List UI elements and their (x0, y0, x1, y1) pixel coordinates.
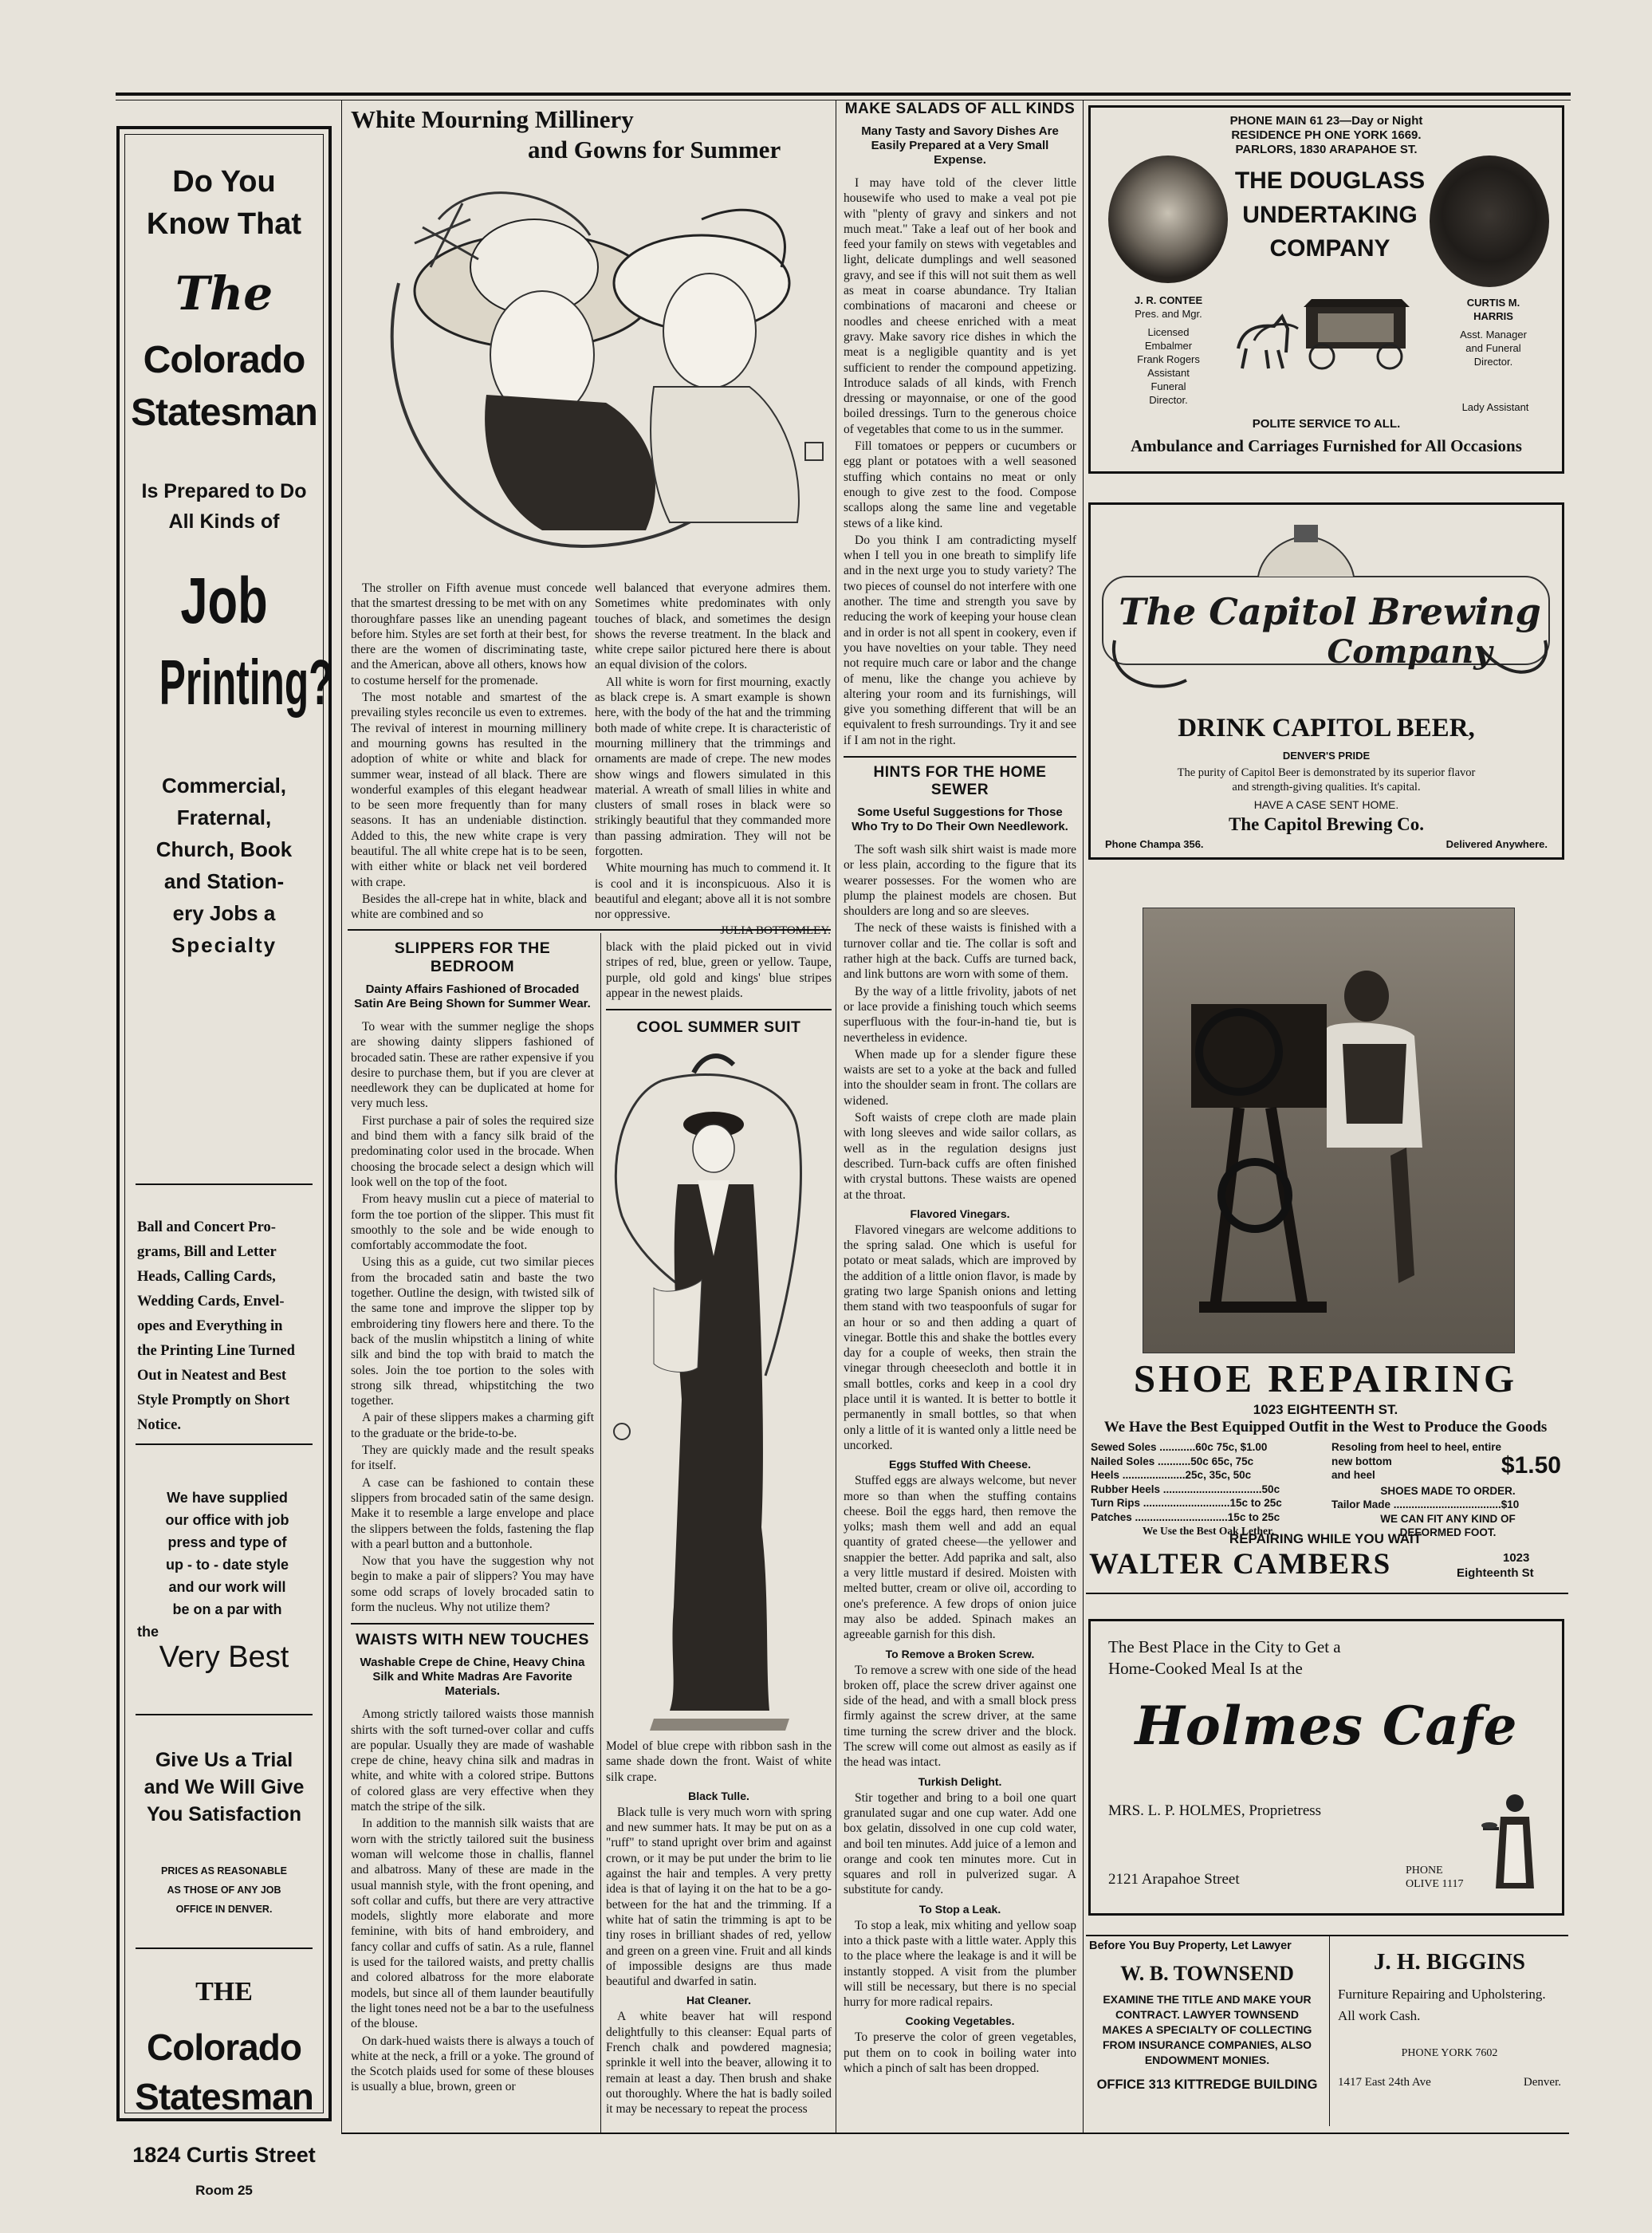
plaids-continuation: black with the plaid picked out in vivid stripes of red, blue, green or yellow. Taupe, purple, old gold and kings' blue stripes appear in the newest plaids. (606, 940, 832, 1000)
shoe-price-line: Nailed Soles ...........50c 65c, 75c (1091, 1455, 1254, 1467)
capitol-logo-text-1: The Capitol Brewing (1119, 590, 1541, 633)
vinegar-text: Flavored vinegars are welcome additions to the spring salad. One which is useful for potato or meat salads, which are improved by the addition of a little onion flavor, is made by grating two large Spanish onions and letting them stand with two teaspoonfuls of sugar for an hour or so and then adding a quart of vinegar. Bottle this and shake the bottles every day for a couple of weeks, then strain the vinegar through cheesecloth and bottle it in small bottles, corks and keep in a cool dry place until it is wanted. It is better to bottle it permanently in small bottles, so that when only a little of it is wanted only a little need be uncorked. (844, 1223, 1076, 1452)
slippers-paragraph: To wear with the summer neglige the shops are showing dainty slippers fashioned of brocaded satin. These are rather expensive if you desire to purchase them, but if you are clever at needlework they can be duplicated at home for very much less. (351, 1020, 594, 1111)
capitol-pride: DENVER'S PRIDE (1282, 750, 1371, 762)
shoe-tailor: Tailor Made ....................................$10 (1331, 1499, 1520, 1510)
shoe-fit-1: WE CAN FIT ANY KIND OF (1380, 1512, 1516, 1525)
ball-line: Wedding Cards, Envel- (137, 1294, 285, 1309)
salads-paragraph: Fill tomatoes or peppers or cucumbers or egg plant or potatoes with a well seasoned stuffing which contains no meat or only enough to give zest to the food. Compose scallops along the same line and vegetable stews of a like kind. (844, 439, 1076, 530)
douglass-left-line: Assistant (1147, 367, 1190, 379)
ball-line: Heads, Calling Cards, (137, 1269, 276, 1285)
ball-line: Style Promptly on Short (137, 1392, 290, 1408)
waitress-icon (1483, 1789, 1547, 1900)
capitol-company: The Capitol Brewing Co. (1229, 814, 1424, 834)
supplied-line: We have supplied (167, 1490, 288, 1506)
douglass-left-line: Pres. and Mgr. (1135, 308, 1202, 320)
turkish-text: Stir together and bring to a boil one quart granulated sugar and one cup water. Add one box gelatin, dissolved in one cup cold water, and boil ten minutes. Add juice of a lemon and orange and cook ten minutes more. Cut in squares and roll in pulverized sugar. A substitute for candy. (844, 1790, 1076, 1897)
shoe-made: SHOES MADE TO ORDER. (1380, 1484, 1516, 1497)
screw-heading: To Remove a Broken Screw. (885, 1647, 1035, 1660)
douglass-right-line: Asst. Manager (1460, 329, 1527, 341)
townsend-before: Before You Buy Property, Let Lawyer (1089, 1940, 1292, 1952)
douglass-right-line: HARRIS (1473, 310, 1513, 322)
sewer-paragraph: The neck of these waists is finished with a turnover collar and tie. The collar is soft and rather high at the back. Cuffs are turned back, and link buttons are worn with some of them. (844, 921, 1076, 982)
slippers-paragraph: Now that you have the suggestion why not begin to make a pair of slippers? You may have some odd scraps of lovely brocaded satin to form the nucleus. Why not utilize them? (351, 1554, 594, 1614)
douglass-right-line: and Funeral (1465, 342, 1521, 354)
townsend-text: EXAMINE THE TITLE AND MAKE YOUR CONTRACT. LAWYER TOWNSEND MAKES A SPECIALTY OF COLLECTING FROM INSURANCE COMPANIES, ALSO ENDOWMENT MONIES. (1102, 1993, 1312, 2066)
hat-cleaner-heading: Hat Cleaner. (686, 1994, 751, 2007)
douglass-left-line: Embalmer (1144, 340, 1193, 352)
millinery-paragraph: The stroller on Fifth avenue must concede that the smartest dressing to be met with on any thoroughfare passes like an unending pageant before him. Styles are set forth at their best, for there are the women of discriminating taste, and the American, above all others, knows how to costume herself for the promenade. (351, 581, 587, 687)
supplied-line: our office with job (165, 1512, 289, 1528)
slippers-paragraph: From heavy muslin cut a piece of material to form the toe portion of the slipper. This must fit smoothly to the sole and be wide enough to comfortably accommodate the foot. (351, 1192, 594, 1253)
commercial-line: ery Jobs a (172, 901, 276, 925)
salads-subheading: Many Tasty and Savory Dishes Are Easily Prepared at a Very Small Expense. (861, 124, 1059, 167)
townsend-office: OFFICE 313 KITTREDGE BUILDING (1096, 2077, 1318, 2092)
bottom-rule (341, 2133, 1569, 2134)
prices-line: AS THOSE OF ANY JOB (167, 1884, 281, 1896)
douglass-left-line: Frank Rogers (1137, 353, 1200, 365)
very-best-text: Very Best (159, 1640, 289, 1674)
waists-paragraph: Among strictly tailored waists those mannish shirts with the soft turned-over collar and cuffs are popular. Usually they are made of washable crepe de chine, heavy china silk and madras in white, and white with a colored stripe. Buttons of colored glass are very effective when they match the stripe of the silk. (351, 1707, 594, 1814)
shoe-addr2-1: 1023 (1503, 1551, 1530, 1565)
supplied-line: press and type of (167, 1534, 287, 1550)
printing-text: Printing? (159, 647, 333, 718)
biggins-phone: PHONE YORK 7602 (1401, 2047, 1498, 2059)
douglass-ambulance: Ambulance and Carriages Furnished for All Occasions (1131, 436, 1522, 455)
shoe-best: We Have the Best Equipped Outfit in the West to Produce the Goods (1103, 1419, 1548, 1436)
douglass-lady: Lady Assistant (1461, 401, 1529, 413)
shoe-price-line: Heels .....................25c, 35c, 50c (1091, 1469, 1252, 1481)
shoe-fit-2: DEFORMED FOOT. (1399, 1526, 1497, 1538)
waists-subheading: Washable Crepe de Chine, Heavy China Silk and White Madras Are Favorite Materials. (360, 1656, 585, 1699)
salads-title: MAKE SALADS OF ALL KINDS (844, 100, 1076, 117)
column-rule-1 (341, 100, 342, 2134)
job-printing-ad (116, 126, 333, 2198)
millinery-paragraph: White mourning has much to commend it. It is cool and it is inconspicuous. Also it is beautiful and elegant; above all it is not sombre nor oppressive. (595, 861, 831, 922)
ball-block (137, 1215, 317, 1438)
slippers-paragraph: Using this as a guide, cut two similar pieces from the brocaded satin and baste the two together. Outline the design, with twisted silk of the same tone and improve the slipper top by embroidering tiny flowers here and there. To the back of the muslin whipstitch a lining of white silk and bind the top with braid to match the soles. Join the toe portion to the soles with strong silk thread, whipstitching the two together. (351, 1255, 594, 1408)
shoe-resoling-3: and heel (1331, 1469, 1375, 1481)
salads-sewer-column (844, 100, 1076, 2130)
salads-paragraph: Do you think I am contradicting myself when I tell you in one breath to simplify life and in the next urge you to study variety? The two pieces of counsel do not interfere with one another. The time and strength you save by reducing the work of keeping your house clean and in order is not all spent in cookery, even if you have novelties on your table. They need not require much care or labor and the change of menu, like the change you achieve by altering your room and its furnishings, will give you something different that will be an equivalent to fresh surroundings. Try it and see if I am not in the right. (844, 533, 1076, 747)
leak-text: To stop a leak, mix whiting and yellow soap into a thick paste with a little water. Apply this to the place where the leakage is and it will be instantly stopped. A visit from the plumber will still be necessary, but there is no special hurry for more radical repairs. (844, 1918, 1076, 2010)
waists-paragraph: In addition to the mannish silk waists that are worn with the strictly tailored suit the business woman will welcome those in challis, flannel and albatross. Many of these are made in the usual mannish style, with the front opening, and soft collar and cuffs, but there are very attractive models, slightly more elaborate and more feminine, with bits of hand embroidery, and fancy collar and cuffs of satin. As a rule, flannel is used for the tailored waists, and pretty challis and colored albatross for the more elaborate models, but since all of them launder beautifully the light tones need not be a bar to the usefulness of the blouse. (351, 1817, 594, 2031)
biggins-address-row (1333, 2076, 1566, 2089)
holmes-phone-1: PHONE (1406, 1865, 1443, 1877)
prepared-line-1: Is Prepared to Do (141, 480, 307, 502)
biggins-address: 1417 East 24th Ave (1338, 2076, 1431, 2089)
commercial-line: Fraternal, (176, 805, 272, 829)
shoe-price-line: Sewed Soles ............60c 75c, $1.00 (1091, 1441, 1268, 1453)
capitol-purity-2: and strength-giving qualities. It's capital. (1232, 781, 1421, 794)
douglass-name-2: UNDERTAKING (1242, 202, 1418, 228)
sewer-paragraph: Soft waists of crepe cloth are made plain with long sleeves and wide sailor collars, as well as in the regulation designs just described. Turn-back cuffs are often finished with crystal buttons. These waists are opened at the throat. (844, 1111, 1076, 1202)
douglass-left-line: Licensed (1147, 326, 1190, 338)
statesman-text: Statesman (131, 392, 317, 434)
do-you-text: Do You (172, 165, 276, 199)
black-tulle-heading: Black Tulle. (688, 1789, 749, 1802)
douglass-undertaking-ad (1088, 105, 1564, 474)
waists-paragraph: On dark-hued waists there is always a touch of white at the neck, a frill or a yoke. The ground of the Scotch plaids used for some of these blouses is usually a blue, brown, green or (351, 2034, 594, 2094)
prices-line: OFFICE IN DENVER. (175, 1904, 273, 1915)
supplied-line: be on a par with (172, 1601, 282, 1617)
douglass-right-line: CURTIS M. (1466, 297, 1520, 309)
shoe-price-line: Turn Rips .............................15c to 25c (1091, 1497, 1282, 1509)
douglass-right-line: Director. (1473, 356, 1513, 368)
ball-line: Out in Neatest and Best (137, 1368, 287, 1384)
salads-paragraph: I may have told of the clever little housewife who used to make a veal pot pie with "plenty of gravy and sinkers and not much meat." Take a leaf out of her book and feed your family on stews with vegetables and light, delicate dumplings and well seasoned gravy, and see if this will not suit them as well as meat in coarse abundance. Try Italian combinations of macaroni and cheese or noodles and cheese enriched with a meat gravy. Make savory rice dishes in which the meat is a negligible quantity and is yet sufficient to render the compound appetizing. Introduce salads of all kinds, with French dressing or mayonnaise, or one of the good boiled dressings. Turn to the generous choice of vegetables that come to us in the summer. (844, 176, 1076, 436)
statesman2-text: Statesman (135, 2076, 313, 2117)
slippers-paragraph: First purchase a pair of soles the required size and bind them with a fancy silk braid of the predominating color used in the brocade. When choosing the brocade select a design which will look well on the top of the foot. (351, 1113, 594, 1189)
prices-line: PRICES AS REASONABLE (161, 1865, 287, 1877)
trial-block (128, 1747, 321, 1828)
shoe-prices-left (1091, 1440, 1326, 1538)
douglass-parlors: PARLORS, 1830 ARAPAHOE ST. (1235, 143, 1418, 156)
prices-block (128, 1861, 321, 1919)
biggins-ad (1333, 1940, 1566, 2127)
millinery-title-2: and Gowns for Summer (528, 136, 781, 163)
hat-cleaner-text: A white beaver hat will respond delightfully to this cleanser: Equal parts of French chalk and powdered magnesia; sprinkle it well into the beaver, allowing it to remain at least a day. Then brush and shake out thoroughly. Where the hat is badly soiled it may be necessary to repeat the process (606, 2010, 832, 2117)
ball-line: Ball and Concert Pro- (137, 1219, 276, 1235)
byline (595, 924, 831, 938)
slippers-paragraph: A pair of these slippers makes a charming gift to the graduate or the bride-to-be. (351, 1411, 594, 1440)
supplied-block (137, 1487, 317, 1643)
turkish-heading: Turkish Delight. (918, 1774, 1002, 1788)
shoe-resoling-1: Resoling from heel to heel, entire (1331, 1441, 1502, 1453)
shoe-prices-right (1331, 1440, 1564, 1540)
capitol-logo-text-2: Company (1327, 633, 1493, 671)
capitol-purity-1: The purity of Capitol Beer is demonstrated by its superior flavor (1177, 766, 1476, 779)
sewer-paragraph: By the way of a little frivolity, jabots of net or lace provide a finishing touch which seems superfluous with the four-in-hand tie, but is nevertheless in evidence. (844, 984, 1076, 1045)
job-text: Job (180, 565, 268, 637)
commercial-line: and Station- (163, 869, 285, 893)
trial-line: and We Will Give (144, 1776, 305, 1798)
shoe-leather: We Use the Best Oak Lether. (1142, 1525, 1275, 1537)
divider (136, 1714, 313, 1715)
douglass-left-line: J. R. CONTEE (1134, 294, 1203, 306)
shoe-resoling-price: $1.50 (1501, 1452, 1561, 1479)
eggs-heading: Eggs Stuffed With Cheese. (888, 1458, 1031, 1471)
douglass-left-line: Director. (1149, 394, 1188, 406)
cobbler-figure (1143, 908, 1514, 1353)
millinery-paragraph: All white is worn for first mourning, exactly as black crepe is. A smart example is shown here, with the body of the hat and the trimming both made of white crepe. It is characteristic of mourning millinery that the trimmings and ornaments are made of crepe. The new modes show wings and flowers simulated in this material. A wreath of small lilies in white and clusters of small roses in black were so strikingly beautiful that they commanded more than passing admiration. They will not be forgotten. (595, 675, 831, 859)
cool-suit-illustration (606, 1049, 832, 1735)
holmes-line-1: The Best Place in the City to Get a (1108, 1637, 1341, 1656)
cool-suit-text (606, 1739, 832, 2129)
supplied-line: the (137, 1624, 159, 1640)
millinery-illustration (383, 171, 829, 562)
sewer-paragraph: When made up for a slender figure these waists are set to a yoke at the back and fulled into the shoulder seam in front. The collars are widened. (844, 1047, 1076, 1108)
slippers-waists-column (351, 939, 594, 2128)
harris-portrait (1430, 156, 1549, 287)
cooking-text: To preserve the color of green vegetables, put them on to cook in boiling water into which a pinch of salt has been dropped. (844, 2030, 1076, 2076)
douglass-left-line: Funeral (1150, 380, 1186, 392)
divider (136, 1947, 313, 1949)
holmes-line-2: Home-Cooked Meal Is at the (1108, 1659, 1303, 1678)
leak-heading: To Stop a Leak. (918, 1902, 1001, 1916)
shoe-machine-photo (1143, 908, 1515, 1353)
ball-line: Notice. (137, 1417, 181, 1433)
divider (136, 1183, 313, 1185)
know-that-text: Know That (146, 207, 302, 241)
ball-line: opes and Everything in (137, 1318, 283, 1334)
top-rule (116, 93, 1571, 96)
eggs-text: Stuffed eggs are always welcome, but never more so than when the stuffing contains cheese. Boil the eggs hard, then remove the yolks; mash them well and add an equal quantity of grated cheese—the yellower and snappier the better. Add paprika and salt, also a very little mustard if desired. Moisten with melted butter, cream or olive oil, according to one's preference. A few drops of onion juice may also be added. Spinach makes an agreeable garnish for this dish. (844, 1474, 1076, 1642)
trial-line: You Satisfaction (146, 1803, 301, 1825)
douglass-phone-1: PHONE MAIN 61 23—Day or Night (1229, 114, 1423, 128)
sewer-subheading: Some Useful Suggestions for Those Who Try to Do Their Own Needlework. (852, 805, 1068, 833)
room-text: Room 25 (195, 2183, 253, 2198)
townsend-name: W. B. TOWNSEND (1120, 1962, 1294, 1985)
column-rule-3 (1083, 100, 1084, 2134)
screw-text: To remove a screw with one side of the head broken off, place the screw driver against one side of the head, and with a small block press firmly against the screw driver, at the same time turning the screw driver and the block. The screw will come out almost as easily as if the head was intact. (844, 1663, 1076, 1770)
colorado2-text: Colorado (147, 2026, 301, 2068)
millinery-col-1 (351, 581, 587, 935)
douglass-name-1: THE DOUGLASS (1234, 167, 1426, 194)
millinery-paragraph: The most notable and smartest of the prevailing styles reconcile us even to extremes. The revival of interest in mourning millinery and mourning gowns has resulted in the adoption of white or white and black for summer wear, instead of all black. There are wonderful examples of this elegant headwear to be seen more frequently than for many seasons. It has an undeniable distinction. Added to this, the new white crape is very beautiful. The all white crepe hat is to be seen, with either white or black net veil bordered with crape. (351, 691, 587, 889)
cool-suit-caption: Model of blue crepe with ribbon sash in the same shade down the front. Waist of white silk crape. (606, 1739, 832, 1784)
shoe-name: WALTER CAMBERS (1089, 1548, 1392, 1581)
sewer-paragraph: The soft wash silk shirt waist is made more or less plain, according to the figure that its wearer possesses. For the women who are plump the plainest models are chosen. But shoulders are long and so are sleeves. (844, 842, 1076, 919)
sewer-title: HINTS FOR THE HOME SEWER (873, 763, 1047, 798)
ad-divider (1329, 1935, 1330, 2126)
biggins-city: Denver. (1523, 2076, 1561, 2089)
section-rule (348, 929, 831, 931)
slippers-subheading: Dainty Affairs Fashioned of Brocaded Satin Are Being Shown for Summer Wear. (354, 983, 591, 1010)
the2-text: THE (195, 1977, 253, 2007)
shoe-while: REPAIRING WHILE YOU WAIT (1229, 1531, 1422, 1546)
biggins-text: Furniture Repairing and Upholstering. All work Cash. (1338, 1987, 1546, 2023)
column-rule-mid (600, 933, 601, 2133)
slippers-paragraph: A case can be fashioned to contain these slippers from brocaded satin of the same design. Make it to resemble a large envelope and place the slippers between the folds, fastening the flap with a pearl button and a buttonhole. (351, 1475, 594, 1551)
townsend-ad (1089, 1940, 1325, 2127)
capitol-drink: DRINK CAPITOL BEER, (1178, 714, 1475, 742)
capitol-brewing-logo (1099, 521, 1557, 704)
prepared-line-2: All Kinds of (168, 510, 280, 533)
capitol-phone: Phone Champa 356. (1105, 838, 1204, 850)
supplied-line: up - to - date style (165, 1557, 289, 1573)
millinery-title-1: White Mourning Millinery (351, 105, 634, 133)
shoe-price-line: Patches ...............................15c to 25c (1091, 1510, 1280, 1523)
vinegar-heading: Flavored Vinegars. (910, 1207, 1010, 1220)
douglass-name-3: COMPANY (1269, 235, 1390, 262)
shoe-resoling-2: new bottom (1331, 1455, 1392, 1467)
millinery-paragraph: Besides the all-crepe hat in white, black and white are combined and so (351, 892, 587, 922)
contee-portrait (1108, 156, 1228, 283)
capitol-brewing-ad (1088, 502, 1564, 860)
millinery-col-2 (595, 581, 831, 935)
cooking-heading: Cooking Vegetables. (905, 2014, 1015, 2028)
slippers-paragraph: They are quickly made and the result speaks for itself. (351, 1443, 594, 1473)
waists-title: WAISTS WITH NEW TOUCHES (356, 1631, 589, 1649)
holmes-phone-2: OLIVE 1117 (1406, 1878, 1464, 1890)
shoe-address: 1023 EIGHTEENTH ST. (1253, 1402, 1398, 1417)
cool-suit-title: COOL SUMMER SUIT (636, 1018, 801, 1037)
capitol-case: HAVE A CASE SENT HOME. (1253, 798, 1399, 811)
commercial-line: Commercial, (161, 774, 287, 798)
ball-line: grams, Bill and Letter (137, 1244, 277, 1260)
douglass-right-block (1426, 296, 1561, 368)
slippers-title: SLIPPERS FOR THE BEDROOM (394, 939, 551, 975)
holmes-name: Holmes Cafe (1135, 1695, 1518, 1757)
holmes-cafe-ad (1088, 1619, 1564, 1916)
divider (136, 1443, 313, 1445)
holmes-proprietress: MRS. L. P. HOLMES, Proprietress (1108, 1802, 1322, 1819)
biggins-name: J. H. BIGGINS (1373, 1949, 1526, 1975)
millinery-paragraph: well balanced that everyone admires them. Sometimes white predominates with only touches of black, and sometimes the design shows the reverse treatment. In the black and white crepe sailor pictured here there is about an equal division of the colors. (595, 581, 831, 672)
douglass-polite: POLITE SERVICE TO ALL. (1252, 417, 1401, 431)
commercial-line: Specialty (171, 933, 277, 957)
commercial-block (129, 770, 319, 961)
shoe-price-line: Rubber Heels .................................50c (1091, 1483, 1280, 1495)
ball-line: the Printing Line Turned (137, 1343, 295, 1359)
the-script: The (175, 266, 273, 321)
shoe-addr2-2: Eighteenth St (1457, 1566, 1534, 1580)
commercial-line: Church, Book (155, 837, 293, 861)
holmes-street: 2121 Arapahoe Street (1108, 1871, 1240, 1888)
black-tulle-text: Black tulle is very much worn with spring and new summer hats. It may be put on as a "ruff" to stand upright over brim and against crown, or it may be put under the brim to lie against the hair and temples. A very pretty idea is that of laying it on the hat to be a go-between for the hat and the trimming. If a white hat of satin the trimming is apt to be tiny roses in brilliant shades of red, yellow and green on a green vine. Fruit and all kinds of impossible designs are thus made beautiful and dwarfed in satin. (606, 1805, 832, 1989)
capitol-delivered: Delivered Anywhere. (1446, 838, 1548, 850)
hearse-illustration (1230, 293, 1430, 372)
section-rule (1086, 1935, 1568, 1936)
section-rule (1086, 1593, 1568, 1594)
douglass-left-block (1099, 293, 1238, 407)
shoe-title: SHOE REPAIRING (1133, 1357, 1518, 1400)
supplied-line: and our work will (168, 1579, 286, 1595)
address-text: 1824 Curtis Street (132, 2143, 316, 2167)
douglass-phone-2: RESIDENCE PH ONE YORK 1669. (1231, 128, 1422, 142)
trial-line: Give Us a Trial (155, 1749, 293, 1771)
colorado-text: Colorado (143, 339, 305, 381)
